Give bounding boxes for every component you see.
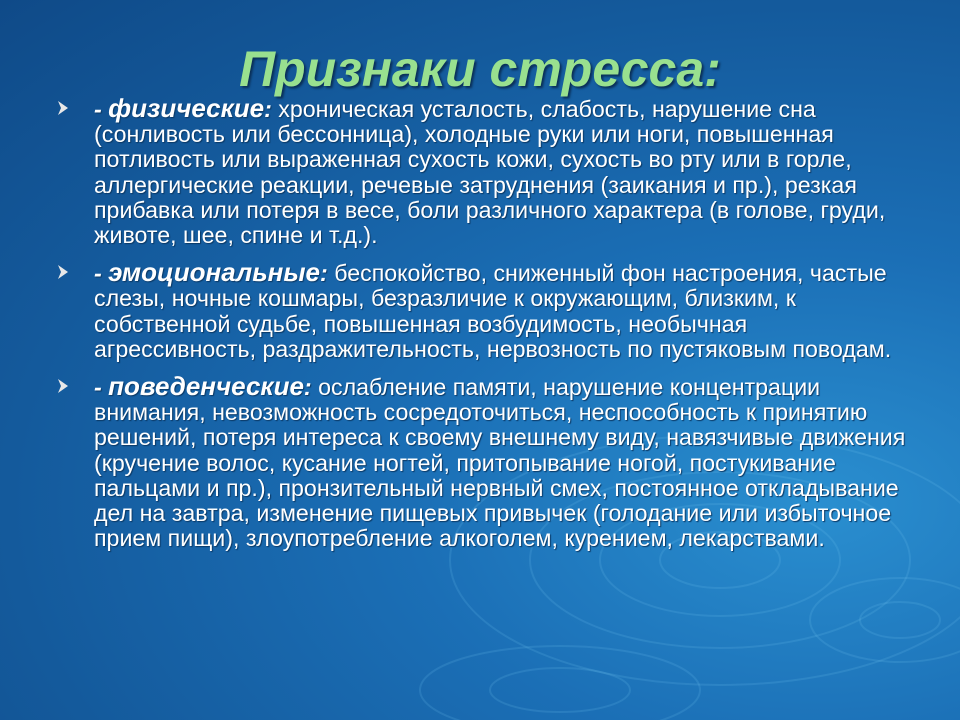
bullet-text: хроническая усталость, слабость, нарушение сна (сонливость или бессонница), холодные руки или ноги, повышенная потливость или выраженная сухость кожи, сухость во рту или в горле, аллергические реакции, речевые затруднения (заикания и пр.), резкая прибавка или потеря в весе, боли различного характера (в голове, груди, животе, шее, спине и т.д.). (94, 96, 886, 249)
bullet-item-behavioral (56, 371, 906, 552)
bullet-lead-colon: : (303, 374, 312, 401)
bullet-lead-prefix: - (94, 96, 109, 122)
slide-title: Признаки стресса: (239, 41, 721, 97)
arrow-bullet-icon (56, 264, 70, 280)
bullet-item-emotional (56, 257, 906, 362)
bullet-list (56, 93, 906, 563)
bullet-lead-colon: : (264, 96, 272, 122)
arrow-bullet-icon (56, 100, 70, 116)
bullet-lead-term: эмоциональные (108, 257, 321, 288)
bullet-lead (94, 93, 272, 123)
bullet-lead-prefix: - (94, 260, 109, 287)
bullet-lead-prefix: - (94, 374, 109, 401)
bullet-text: беспокойство, сниженный фон настроения, частые слезы, ночные кошмары, безразличие к окружающим, близким, к собственной судьбе, повышенная возбудимость, необычная агрессивность, раздражительность, нервозность по пустяковым поводам. (94, 260, 892, 362)
bullet-lead-term: физические (108, 93, 265, 123)
bullet-lead-colon: : (320, 260, 328, 287)
bullet-lead (94, 371, 312, 402)
bullet-lead (94, 257, 328, 288)
bullet-lead-term: поведенческие (108, 371, 304, 402)
bullet-item-physical (56, 93, 906, 249)
arrow-bullet-icon (56, 378, 70, 394)
bullet-text: ослабление памяти, нарушение концентрации внимания, невозможность сосредоточиться, неспособность к принятию решений, потеря интереса к своему внешнему виду, навязчивые движения (кручение волос, кусание ногтей, притопывание ногой, постукивание пальцами и пр.), пронзительный нервный смех, постоянное откладывание дел на завтра, изменение пищевых привычек (голодание или избыточное прием пищи), злоупотребление алкоголем, курением, лекарствами. (94, 374, 906, 552)
